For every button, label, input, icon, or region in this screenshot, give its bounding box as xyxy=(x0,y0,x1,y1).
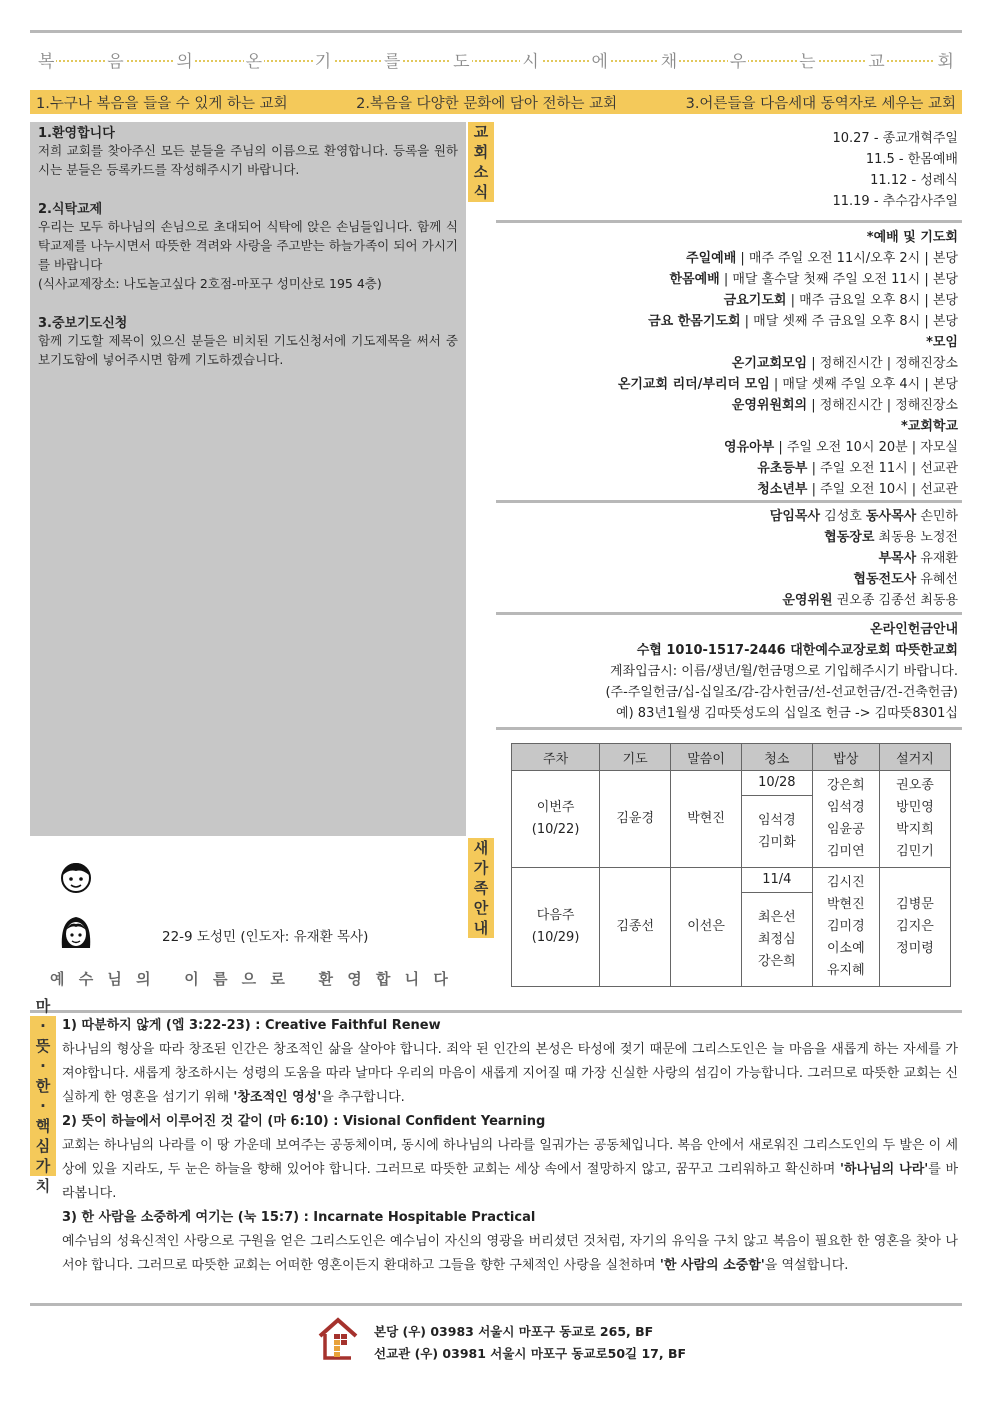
separator xyxy=(496,500,962,503)
staff-name: 최동용 노정전 xyxy=(874,530,958,545)
table-cell: 임석경 김미화 xyxy=(742,796,813,868)
staff-name: 유재환 xyxy=(916,551,958,566)
schedule-item: 온기교회모임 | 정해진시간 | 정해진장소 xyxy=(731,356,958,371)
welcome-title: 1.환영합니다 xyxy=(38,126,115,141)
table-cell: 김시진 박현진 김미경 이소예 유지혜 xyxy=(812,868,879,987)
welcome-char: 영 xyxy=(347,970,362,988)
welcome-char: 환 xyxy=(318,970,333,988)
table-cell: 강은희 임석경 임윤공 김미연 xyxy=(812,771,879,868)
duty-table xyxy=(511,743,951,987)
schedule-heading: *모임 xyxy=(926,335,958,350)
welcome-char: 의 xyxy=(136,970,151,988)
value-body: 교회는 하나님의 나라를 이 땅 가운데 보여주는 공동체이며, 동시에 하나님의 나라를 일궈가는 공동체입니다. 복음 안에서 새로워진 그리스도인의 두 발은 이 세상에 있을 지라도, 두 눈은 하늘을 향해 있어야 합니다. 그러므로 따뜻한 교회는 세상 속에서 절망하지 않고, 꿈꾸고 그리워하고 확신하며 '하나님의 나라'를 바라봅니다. xyxy=(62,1138,958,1201)
schedule-item: 금요기도회 | 매주 금요일 오후 8시 | 본당 xyxy=(723,293,958,308)
welcome-char: 으 xyxy=(241,970,257,988)
value-title: 2) 뜻이 하늘에서 이루어진 것 같이 (마 6:10) : Visional Confident Yearning xyxy=(62,1114,546,1129)
motto-char: 음 xyxy=(105,47,125,72)
staff-name: 유혜선 xyxy=(916,572,958,587)
label-char: 마 xyxy=(35,997,51,1015)
motto-char: 시 xyxy=(520,47,540,72)
staff-list xyxy=(496,506,958,611)
vision-item-1: 1.누구나 복음을 들을 수 있게 하는 교회 xyxy=(36,95,288,112)
church-logo-icon xyxy=(318,1316,358,1364)
vision-item-2: 2.복음을 다양한 문화에 담아 전하는 교회 xyxy=(356,95,618,112)
label-char: 새 xyxy=(473,839,489,857)
schedule-item: 청소년부 | 주일 오전 10시 | 선교관 xyxy=(757,482,958,497)
offering-line: (주-주일헌금/십-십일조/감-감사헌금/선-선교헌금/건-건축헌금) xyxy=(605,685,958,700)
welcome-body: 저희 교회를 찾아주신 모든 분들을 주님의 이름으로 환영합니다. 등록을 원하시는 분들은 등록카드를 작성해주시기 바랍니다. xyxy=(38,143,458,177)
table-cell: 김윤경 xyxy=(600,771,671,868)
motto-char: 회 xyxy=(935,47,955,72)
news-list xyxy=(496,128,958,212)
meal-body: 우리는 모두 하나님의 손님으로 초대되어 식탁에 앉은 손님들입니다. 함께 식탁교제를 나누시면서 따뜻한 격려와 사랑을 주고받는 하늘가족이 되어 가시기를 바랍니다 xyxy=(38,219,458,272)
label-char: 식 xyxy=(473,183,489,201)
vision-item-3: 3.어른들을 다음세대 동역자로 세우는 교회 xyxy=(685,95,956,112)
table-header: 주차 xyxy=(512,744,600,771)
new-family-label xyxy=(468,838,494,938)
staff-name: 김성호 xyxy=(820,509,866,524)
separator xyxy=(496,727,962,730)
news-item: 10.27 - 종교개혁주일 xyxy=(832,131,958,146)
label-char: 한 xyxy=(35,1077,51,1095)
welcome-char: 름 xyxy=(212,970,228,988)
table-row xyxy=(512,868,951,893)
vision-bar xyxy=(30,90,962,114)
welcome-char: 합 xyxy=(375,970,391,988)
offering-info xyxy=(496,619,958,724)
label-char: · xyxy=(40,1097,46,1115)
values-top-rule xyxy=(30,1010,962,1013)
motto-char: 채 xyxy=(659,47,679,72)
address-main: 본당 (우) 03983 서울시 마포구 동교로 265, BF xyxy=(374,1324,654,1339)
meal-title: 2.식탁교제 xyxy=(38,202,103,217)
motto-char: 우 xyxy=(728,47,748,72)
motto-char: 온 xyxy=(244,47,264,72)
separator xyxy=(496,612,962,615)
table-cell: 박현진 xyxy=(671,771,742,868)
table-header: 청소 xyxy=(742,744,813,771)
schedule-item: 영유아부 | 주일 오전 10시 20분 | 자모실 xyxy=(723,440,958,455)
motto-char: 는 xyxy=(797,47,817,72)
top-rule xyxy=(30,30,962,33)
male-avatar-icon xyxy=(60,860,92,900)
table-row xyxy=(512,771,951,796)
female-avatar-icon xyxy=(60,914,92,956)
schedule-item: 운영위원회의 | 정해진시간 | 정해진장소 xyxy=(731,398,958,413)
label-char: · xyxy=(40,1057,46,1075)
welcome-char: 예 xyxy=(50,970,65,988)
staff-title: 동사목사 xyxy=(865,509,917,524)
schedule-item: 금요 한몸기도회 | 매달 셋째 주 금요일 오후 8시 | 본당 xyxy=(648,314,958,329)
welcome-char xyxy=(165,968,170,989)
label-char: 치 xyxy=(35,1177,51,1195)
core-values-label xyxy=(30,997,56,1195)
welcome-char: 수 xyxy=(78,970,94,988)
schedule-item: 주일예배 | 매주 주일 오전 11시/오후 2시 | 본당 xyxy=(686,251,958,266)
label-char: 소 xyxy=(473,163,489,181)
table-header: 말씀이 xyxy=(671,744,742,771)
table-cell: 이번주 (10/22) xyxy=(512,771,600,868)
staff-title: 협동장로 xyxy=(824,530,875,545)
church-news-label xyxy=(468,122,494,202)
label-char: · xyxy=(40,1017,46,1035)
table-cell: 권오종 방민영 박지희 김민기 xyxy=(880,771,951,868)
label-char: 심 xyxy=(35,1137,51,1155)
church-motto xyxy=(36,46,956,72)
offering-line: 예) 83년1월생 김따뜻성도의 십일조 헌금 -> 김따뜻8301십 xyxy=(616,706,958,721)
value-body: 예수님의 성육신적인 사랑으로 구원을 얻은 그리스도인은 예수님이 자신의 영광을 버리셨던 것처럼, 자기의 유익을 구치 않고 복음이 필요한 한 영혼을 찾아 나서야 합니다. 그러므로 따뜻한 교회는 어떠한 영혼이든지 환대하고 그들을 향한 구체적인 사랑을 실천하며 '한 사람의 소중함'을 역설합니다. xyxy=(62,1234,958,1273)
table-cell: 11/4 xyxy=(742,868,813,893)
motto-char: 복 xyxy=(36,47,56,72)
table-cell: 10/28 xyxy=(742,771,813,796)
separator xyxy=(496,220,962,223)
table-header: 밥상 xyxy=(812,744,879,771)
worship-schedule xyxy=(496,227,958,500)
label-char: 내 xyxy=(473,919,489,937)
news-item: 11.12 - 성례식 xyxy=(870,173,958,188)
table-cell: 다음주 (10/29) xyxy=(512,868,600,987)
welcome-char: 로 xyxy=(270,970,285,988)
schedule-item: 한몸예배 | 매달 홀수달 첫째 주일 오전 11시 | 본당 xyxy=(669,272,958,287)
meal-place: (식사교제장소: 나도놀고싶다 2호점-마포구 성미산로 195 4층) xyxy=(38,276,382,291)
new-family-entry: 22-9 도성민 (인도자: 유재환 목사) xyxy=(162,929,369,945)
core-values xyxy=(62,1014,958,1278)
welcome-char xyxy=(299,968,304,989)
label-char: 회 xyxy=(473,143,489,161)
motto-char: 교 xyxy=(866,47,886,72)
staff-title: 협동전도사 xyxy=(853,572,917,587)
staff-title: 담임목사 xyxy=(769,509,820,524)
offering-line: 계좌입금시: 이름/생년/월/헌금명으로 기입해주시기 바랍니다. xyxy=(610,664,958,679)
welcome-char: 니 xyxy=(404,970,420,988)
value-title: 3) 한 사람을 소중하게 여기는 (눅 15:7) : Incarnate Hospitable Practical xyxy=(62,1210,536,1225)
new-family-welcome xyxy=(50,968,448,989)
table-header: 설거지 xyxy=(880,744,951,771)
motto-char: 도 xyxy=(451,47,471,72)
schedule-item: 유초등부 | 주일 오전 11시 | 선교관 xyxy=(757,461,958,476)
motto-char: 기 xyxy=(313,47,333,72)
staff-title: 운영위원 xyxy=(782,593,833,608)
value-title: 1) 따분하지 않게 (엡 3:22-23) : Creative Faithful Renew xyxy=(62,1018,441,1033)
address-mission: 선교관 (우) 03981 서울시 마포구 동교로50길 17, BF xyxy=(374,1346,687,1361)
label-char: 뜻 xyxy=(35,1037,51,1055)
prayer-request-body: 함께 기도할 제목이 있으신 분들은 비치된 기도신청서에 기도제목을 써서 중보기도함에 넣어주시면 함께 기도하겠습니다. xyxy=(38,333,458,367)
news-item: 11.19 - 추수감사주일 xyxy=(832,194,958,209)
motto-char: 에 xyxy=(590,47,610,72)
news-item: 11.5 - 한몸예배 xyxy=(865,152,958,167)
welcome-panel xyxy=(30,122,466,836)
welcome-char: 님 xyxy=(107,970,122,988)
label-char: 족 xyxy=(473,879,489,897)
welcome-char: 이 xyxy=(184,970,199,988)
schedule-heading: *예배 및 기도회 xyxy=(866,230,958,245)
staff-name: 손민하 xyxy=(916,509,958,524)
label-char: 안 xyxy=(473,899,489,917)
staff-name: 권오종 김종선 최동용 xyxy=(832,593,958,608)
label-char: 교 xyxy=(473,123,489,141)
schedule-item: 온기교회 리더/부리더 모임 | 매달 셋째 주일 오후 4시 | 본당 xyxy=(617,377,958,392)
schedule-heading: *교회학교 xyxy=(900,419,958,434)
offering-title: 온라인헌금안내 xyxy=(870,622,958,637)
value-body: 하나님의 형상을 따라 창조된 인간은 창조적인 삶을 살아야 합니다. 죄악 된 인간의 본성은 타성에 젖기 때문에 그리스도인은 늘 마음을 새롭게 하는 자세를 가져야합니다. 새롭게 창조하시는 성령의 도움을 따라 날마다 우리의 마음이 새롭게 지어질 때 가장 신실한 사랑의 섬김이 가능합니다. 그러므로 따뜻한 교회는 신실하게 한 영혼을 섬기기 위해 '창조적인 영성'을 추구합니다. xyxy=(62,1042,958,1105)
table-header: 기도 xyxy=(600,744,671,771)
motto-char: 의 xyxy=(174,47,194,72)
welcome-char: 다 xyxy=(433,970,448,988)
offering-account: 수협 1010-1517-2446 대한예수교장로회 따뜻한교회 xyxy=(636,643,958,658)
label-char: 가 xyxy=(35,1157,51,1175)
table-cell: 김종선 xyxy=(600,868,671,987)
table-cell: 김병문 김지은 정미령 xyxy=(880,868,951,987)
footer-rule xyxy=(30,1303,962,1306)
table-cell: 이선은 xyxy=(671,868,742,987)
label-char: 가 xyxy=(473,859,489,877)
staff-title: 부목사 xyxy=(878,551,917,566)
motto-char: 를 xyxy=(382,47,402,72)
prayer-request-title: 3.중보기도신청 xyxy=(38,316,128,331)
table-cell: 최은선 최정심 강은희 xyxy=(742,893,813,987)
label-char: 핵 xyxy=(35,1117,51,1135)
